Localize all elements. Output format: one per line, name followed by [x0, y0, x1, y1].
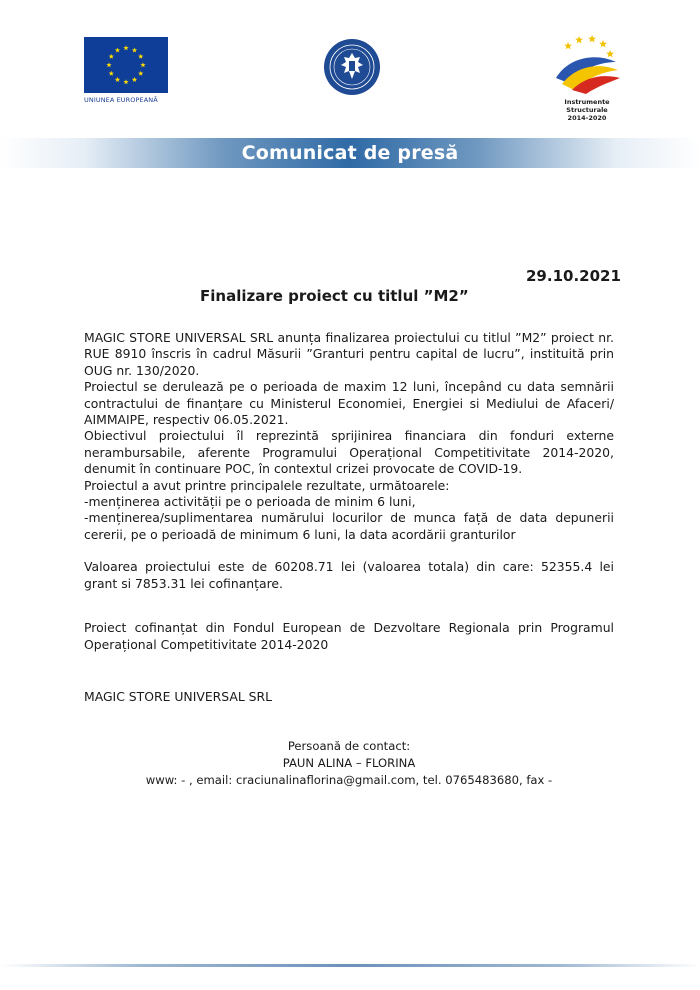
- press-release-banner: [0, 138, 700, 168]
- contact-name: PAUN ALINA – FLORINA: [282, 756, 416, 770]
- banner-title: Comunicat de presă: [241, 142, 459, 164]
- structural-instruments-logo: [540, 32, 630, 122]
- eu-star-icon: [109, 71, 114, 76]
- eu-star-icon: [115, 47, 120, 52]
- eu-star-icon: [115, 77, 120, 82]
- eu-flag-icon: [84, 37, 168, 93]
- paragraph-result-1: -menținerea activității pe o perioada de minim 6 luni,: [84, 494, 416, 510]
- paragraph-result-2: -menținerea/suplimentarea numărului locurilor de munca față de data depunerii cererii, pe o perioadă de minimum 6 luni, la data acordării granturilor: [84, 510, 614, 542]
- contact-block: [84, 738, 614, 789]
- eu-star-icon: [138, 71, 143, 76]
- eu-star-icon: [123, 45, 128, 50]
- eu-star-icon: [132, 77, 137, 82]
- paragraph-project-value: Valoarea proiectului este de 60208.71 lei (valoarea totala) din care: 52355.4 lei grant si 7853.31 lei cofinanțare.: [84, 559, 614, 591]
- paragraph-objective: Obiectivul proiectului îl reprezintă sprijinirea financiara din fonduri externe nerambursabile, aferente Programului Operațional Competitivitate 2014-2020, denumit în continuare POC, în contextul crizei provocate de COVID-19.: [84, 428, 614, 477]
- footer-divider: [0, 964, 700, 967]
- contact-label: Persoană de contact:: [287, 739, 411, 753]
- company-name: MAGIC STORE UNIVERSAL SRL: [84, 688, 273, 704]
- document-body: [84, 330, 614, 705]
- eu-star-icon: [140, 62, 145, 67]
- is-caption-years: 2014-2020: [567, 114, 607, 122]
- is-caption-title: Instrumente Structurale: [564, 98, 610, 114]
- paragraph-announcement: MAGIC STORE UNIVERSAL SRL anunța finalizarea proiectului cu titlul ”M2” proiect nr. RUE 8910 înscris în cadrul Măsurii ”Granturi pentru capital de lucru”, instituită prin OUG nr. 130/2020.: [84, 330, 614, 378]
- government-seal-logo: [322, 37, 382, 97]
- eu-star-icon: [132, 47, 137, 52]
- paragraph-cofinance: Proiect cofinanțat din Fondul European de Dezvoltare Regionala prin Programul Operațional Competitivitate 2014-2020: [84, 620, 614, 652]
- eu-star-icon: [138, 54, 143, 59]
- eu-star-icon: [123, 79, 128, 84]
- page-header: [0, 0, 700, 140]
- eu-logo: [84, 37, 168, 104]
- document-title: Finalizare proiect cu titlul ”M2”: [200, 287, 469, 305]
- paragraph-results-intro: Proiectul a avut printre principalele rezultate, următoarele:: [84, 477, 450, 493]
- eu-star-icon: [109, 54, 114, 59]
- contact-details: www: - , email: craciunalinaflorina@gmail.com, tel. 0765483680, fax -: [145, 773, 553, 787]
- eu-caption: UNIUNEA EUROPEANĂ: [84, 96, 158, 104]
- structural-instruments-icon: [546, 32, 626, 94]
- release-date: 29.10.2021: [526, 267, 621, 285]
- paragraph-duration: Proiectul se derulează pe o perioada de maxim 12 luni, începând cu data semnării contractului de finanțare cu Ministerul Economiei, Energiei si Mediului de Afaceri/ AIMMAIPE, respectiv 06.05.2021.: [84, 379, 614, 428]
- eu-star-icon: [106, 62, 111, 67]
